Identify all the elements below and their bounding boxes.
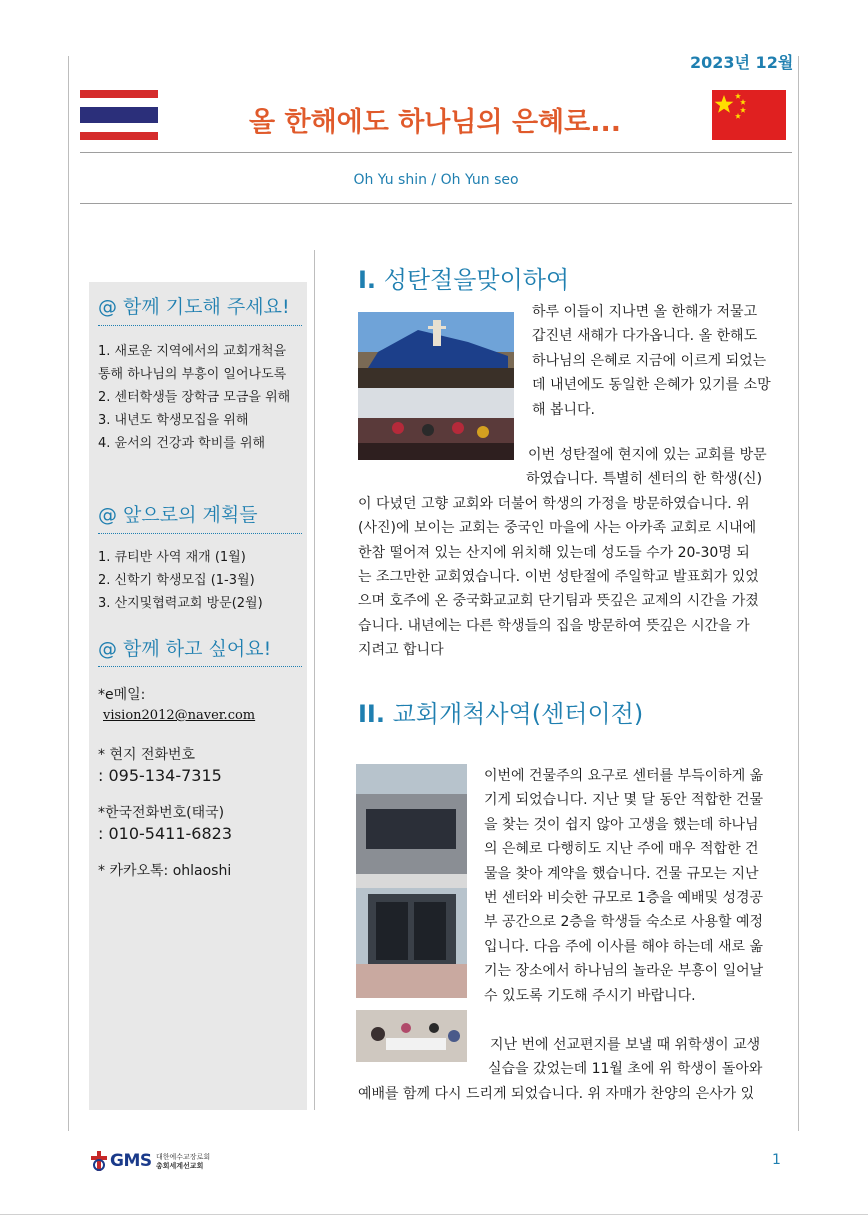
header-rule-top [80, 152, 792, 153]
section1-heading [358, 260, 569, 295]
list-item: 2. 센터학생들 장학금 모금을 위해 [98, 390, 291, 405]
prayer-list [98, 340, 308, 455]
page-number: 1 [772, 1152, 781, 1168]
gms-logo-sub1: 대한예수교장로회 [156, 1153, 211, 1161]
header-rule-bottom [80, 203, 792, 204]
sidebar-divider [314, 250, 315, 1110]
authors: Oh Yu shin / Oh Yun seo [353, 172, 519, 188]
local-phone: : 095-134-7315 [98, 766, 222, 785]
section2-heading [358, 694, 643, 729]
plans-list [98, 546, 308, 615]
list-item: 3. 내년도 학생모집을 위해 [98, 413, 249, 428]
together-divider [98, 666, 302, 667]
section1-paragraph1: 하루 이들이 지나면 올 한해가 저물고 갑진년 새해가 다가옵니다. 올 한해도 하나님의 은혜로 지금에 이르게 되었는 데 내년에도 동일한 은혜가 있기를 소망 해 봅니다. [532, 304, 771, 418]
list-item: 4. 윤서의 건강과 학비를 위해 [98, 436, 266, 451]
korea-phone: : 010-5411-6823 [98, 824, 232, 843]
local-phone-label: * 현지 전화번호 [98, 747, 196, 763]
email-label: *e메일: [98, 687, 146, 703]
list-item: 통해 하나님의 부흥이 일어나도록 [98, 367, 287, 382]
gms-logo-sub2: 총회세계선교회 [156, 1162, 204, 1170]
gms-logo-icon [88, 1150, 110, 1172]
new-center-building-photo [356, 764, 467, 998]
page-title: 올 한해에도 하나님의 은혜로... [249, 107, 621, 138]
email-link[interactable]: vision2012@naver.com [103, 708, 256, 723]
plans-divider [98, 533, 302, 534]
china-flag-icon [712, 90, 786, 140]
section2-paragraph2: 지난 번에 선교편지를 보낼 때 위학생이 교생 실습을 갔었는데 11월 초에 위 학생이 돌아와 예배를 함께 다시 드리게 되었습니다. 위 자매가 찬양의 은사가 있 [358, 1037, 763, 1102]
section2-paragraph1: 이번에 건물주의 요구로 센터를 부득이하게 옮 기게 되었습니다. 지난 몇 달 동안 적합한 건물 을 찾는 것이 쉽지 않아 고생을 했는데 하나님 의 은혜로 다행히도 지난 주에 매우 적합한 건 물을 찾아 계약을 했습니다. 건물 규모는 지난 번 센터와 비슷한 규모로 1층을 예배및 성경공 부 공간으로 2층을 학생들 숙소로 사용할 예정 입니다. 다음 주에 이사를 해야 하는데 새로 옮 기는 장소에서 하나님의 놀라운 부흥이 일어날 수 있도록 기도해 주시기 바랍니다. [484, 768, 764, 1004]
section2-title: 교회개척사역(센터이전) [392, 700, 644, 728]
section1-title: 성탄절을맞이하여 [383, 266, 570, 294]
together-heading: @ 함께 하고 싶어요! [98, 638, 272, 660]
page-left-rule [68, 56, 69, 1131]
plans-heading: @ 앞으로의 계획들 [98, 504, 258, 526]
prayer-heading: @ 함께 기도해 주세요! [98, 296, 290, 318]
korea-phone-label: *한국전화번호(태국) [98, 805, 225, 821]
section2-number: II. [358, 700, 385, 728]
page-right-rule [798, 56, 799, 1131]
list-item: 2. 신학기 학생모집 (1-3월) [98, 573, 255, 588]
prayer-divider [98, 325, 302, 326]
section1-paragraph2: 이번 성탄절에 현지에 있는 교회를 방문 하였습니다. 특별히 센터의 한 학생(신) 이 다녔던 고향 교회와 더불어 학생의 가정을 방문하였습니다. 위 (사진)에 보이는 교회는 중국인 마을에 사는 아카족 교회로 시내에 한참 떨어져 있는 산지에 위치해 있는데 성도들 수가 20-30명 되 는 조그만한 교회였습니다. 이번 성탄절에 주일학교 발표회가 있었 으며 호주에 온 중국화교교회 단기팀과 뜻깊은 교제의 시간을 가졌 습니다. 내년에는 다른 학생들의 집을 방문하여 뜻깊은 시간을 가 지려고 합니다 [358, 447, 767, 659]
kakao-id: * 카카오톡: ohlaoshi [98, 863, 232, 879]
list-item: 3. 산지및협력교회 방문(2월) [98, 596, 263, 611]
section1-number: I. [358, 266, 377, 294]
list-item: 1. 새로운 지역에서의 교회개척을 [98, 344, 287, 359]
gms-logo [88, 1150, 228, 1172]
church-tent-photo [358, 312, 514, 388]
issue-date: 2023년 12월 [690, 53, 794, 72]
list-item: 1. 큐티반 사역 재개 (1월) [98, 550, 246, 565]
gms-logo-text: GMS [110, 1151, 152, 1171]
bottom-rule [0, 1214, 868, 1215]
thailand-flag-icon [80, 90, 158, 140]
